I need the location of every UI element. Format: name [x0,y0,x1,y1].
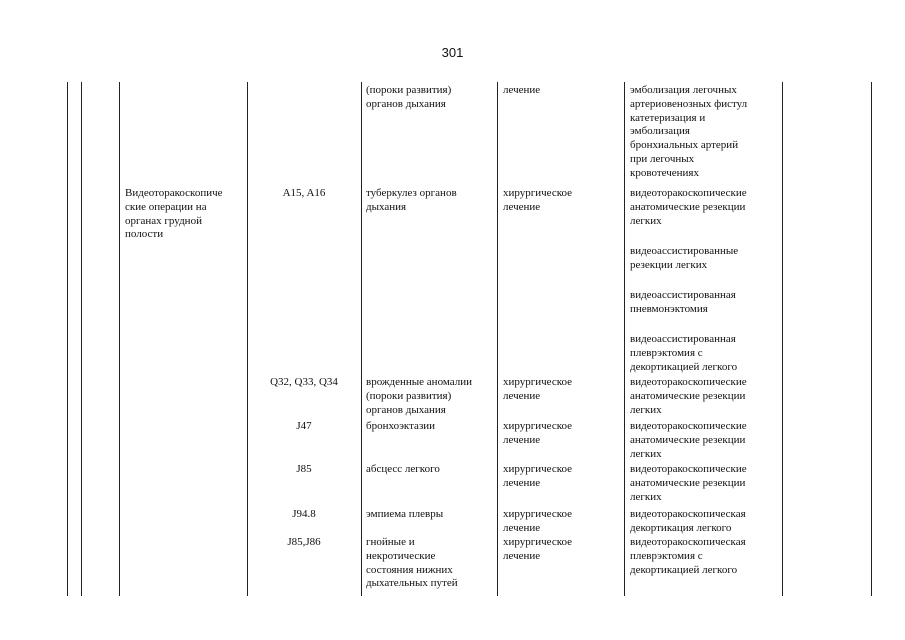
method-cell: видеоассистированная плеврэктомия с декортикацией легкого [630,333,738,373]
column-divider [119,82,120,596]
treatment-cell: хирургическое лечение [503,463,573,489]
code-cell: J94.8 [292,508,316,520]
column-divider [624,82,625,596]
code-cell: J47 [296,420,312,432]
column-divider [247,82,248,596]
treatment-cell: хирургическое лечение [503,376,573,402]
method-cell: видеоторакоскопические анатомические резекции легких [630,376,747,416]
disease-cell: гнойные и некротические состояния нижних дыхательных путей [366,536,458,590]
code-cell: J85 [296,463,312,475]
disease-cell: врожденные аномалии (пороки развития) органов дыхания [366,376,472,416]
treatment-cell: хирургическое лечение [503,508,573,534]
method-cell: видеоассистированные резекции легких [630,245,739,271]
disease-cell: бронхоэктазии [366,420,436,432]
column-divider [361,82,362,596]
treatment-cell: хирургическое лечение [503,420,573,446]
code-cell: J85,J86 [287,536,321,548]
disease-cell: абсцесс легкого [366,463,440,475]
method-cell: видеоассистированная пневмонэктомия [630,289,736,315]
code-cell: Q32, Q33, Q34 [270,376,338,388]
method-cell: видеоторакоскопические анатомические резекции легких [630,420,747,460]
method-cell: видеоторакоскопические анатомические резекции легких [630,463,747,503]
section-title: Видеоторакоскопиче ские операции на органах грудной полости [125,187,223,241]
column-divider [67,82,68,596]
treatment-cell: лечение [503,84,541,96]
disease-cell: (пороки развития) органов дыхания [366,84,452,110]
column-divider [871,82,872,596]
code-cell: A15, A16 [282,187,326,199]
method-cell: эмболизация легочных артериовенозных фистул катетеризация и эмболизация бронхиальных артерий при легочных кровотечениях [630,84,748,179]
treatment-cell: хирургическое лечение [503,536,573,562]
column-divider [497,82,498,596]
column-divider [782,82,783,596]
disease-cell: эмпиема плевры [366,508,444,520]
column-divider [81,82,82,596]
treatment-cell: хирургическое лечение [503,187,573,213]
method-cell: видеоторакоскопическая декортикация легкого [630,508,746,534]
page-number: 301 [441,45,464,60]
method-cell: видеоторакоскопическая плеврэктомия с декортикацией легкого [630,536,746,576]
disease-cell: туберкулез органов дыхания [366,187,457,213]
method-cell: видеоторакоскопические анатомические резекции легких [630,187,747,227]
